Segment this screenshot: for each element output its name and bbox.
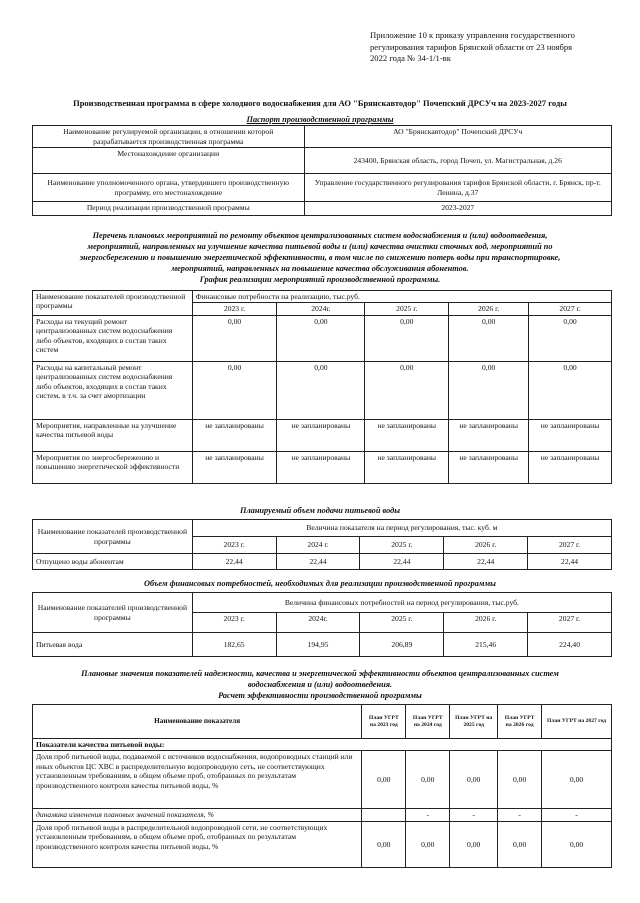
reliability-cell: - <box>450 809 498 821</box>
measures-cell: 0,00 <box>277 315 365 361</box>
measures-cell: не запланированы <box>449 419 529 451</box>
supply-group-label: Величина показателя на период регулирования, тыс. куб. м <box>192 520 611 537</box>
supply-cell: 22,44 <box>192 554 276 570</box>
measures-cell: не запланированы <box>365 451 449 483</box>
supply-year: 2027 г. <box>528 537 612 554</box>
measures-row-label: Расходы на капитальный ремонт централизованных систем водоснабжения либо объектов, входящих в состав таких систем, в т.ч. за счет амортизации <box>33 361 193 419</box>
appendix-note <box>370 30 620 65</box>
supply-year: 2025 г. <box>360 537 444 554</box>
finance-cell: 224,40 <box>528 633 612 657</box>
measures-cell: не запланированы <box>192 451 277 483</box>
appendix-line: 2022 года № 34-1/1-вк <box>370 53 451 63</box>
passport-value: АО "Брянскавтодор" Почепский ДРСУч <box>304 126 611 148</box>
reliability-row <box>33 809 612 821</box>
appendix-line: Приложение 10 к приказу управления государственного <box>370 30 575 40</box>
measures-cell: не запланированы <box>277 451 365 483</box>
reliability-cell: 0,00 <box>406 821 450 867</box>
supply-col-label: Наименование показателей производственной программы <box>33 520 193 554</box>
measures-table <box>32 290 612 484</box>
measures-cell: не запланированы <box>192 419 277 451</box>
finance-year: 2026 г. <box>444 613 528 633</box>
measures-year: 2027 г. <box>529 303 612 315</box>
measures-title-line: энергосбережению и повышению энергетической эффективности, в том числе по снижению потерь воды при транспортировке, <box>79 253 561 262</box>
measures-row <box>33 451 612 483</box>
passport-title <box>30 114 610 125</box>
measures-head-row <box>33 291 612 303</box>
reliability-plan-head: План УГРТ на 2025 год <box>450 705 498 739</box>
measures-cell: 0,00 <box>192 315 277 361</box>
reliability-row <box>33 821 612 867</box>
supply-row <box>33 554 612 570</box>
finance-group-label: Величина финансовых потребностей на период регулирования, тыс.руб. <box>192 593 611 613</box>
reliability-title-line: Плановые значения показателей надежности, качества и энергетической эффективности объектов централизованных систем <box>81 669 559 678</box>
passport-row <box>33 202 612 216</box>
measures-cell: не запланированы <box>277 419 365 451</box>
supply-year: 2024 г. <box>276 537 360 554</box>
measures-cell: не запланированы <box>529 451 612 483</box>
passport-row <box>33 174 612 202</box>
passport-title-text: Паспорт производственной программы <box>246 115 394 124</box>
reliability-cell: - <box>406 809 450 821</box>
finance-year: 2024г. <box>276 613 360 633</box>
reliability-cell: 0,00 <box>498 821 542 867</box>
reliability-cell: - <box>542 809 612 821</box>
reliability-cell: 0,00 <box>542 821 612 867</box>
measures-cell: 0,00 <box>449 315 529 361</box>
finance-table <box>32 592 612 657</box>
measures-title-line: Перечень плановых мероприятий по ремонту объектов централизованных систем водоснабжения и (или) водоотведения, <box>92 231 548 240</box>
passport-label: Наименование уполномоченного органа, утвердившего производственную программу, его местонахождение <box>33 174 305 202</box>
measures-year: 2025 г. <box>365 303 449 315</box>
measures-row-label: Мероприятия, направленные на улучшение качества питьевой воды <box>33 419 193 451</box>
passport-label: Наименование регулируемой организации, в отношении которой разрабатывается производственная программа <box>33 126 305 148</box>
reliability-plan-head: План УГРТ на 2023 год <box>362 705 406 739</box>
finance-cell: 206,89 <box>360 633 444 657</box>
measures-title-line: мероприятий, направленных на повышение качества обслуживания абонентов. <box>171 264 469 273</box>
measures-title-line: График реализации мероприятий производственной программы. <box>199 275 441 284</box>
reliability-row-label: динамика изменения плановых значений показателя, % <box>33 809 362 821</box>
reliability-head-row <box>33 705 612 739</box>
finance-head-row <box>33 593 612 613</box>
measures-year: 2026 г. <box>449 303 529 315</box>
passport-value: 2023-2027 <box>304 202 611 216</box>
reliability-plan-head: План УГРТ на 2026 год <box>498 705 542 739</box>
measures-row-label: Расходы на текущий ремонт централизованных систем водоснабжения либо объектов, входящих в состав таких систем <box>33 315 193 361</box>
measures-cell: 0,00 <box>277 361 365 419</box>
finance-row <box>33 633 612 657</box>
finance-cell: 215,46 <box>444 633 528 657</box>
finance-cell: 194,95 <box>276 633 360 657</box>
reliability-cell: 0,00 <box>450 751 498 809</box>
reliability-row-label: Доля проб питьевой воды, подаваемой с источников водоснабжения, водопроводных станций или иных объектов ЦС ХВС в распределительную водопроводную сеть, не соответствующих установленным требованиям, в общем объеме проб, отобранных по результатам производственного контроля качества питьевой воды, % <box>33 751 362 809</box>
finance-cell: 182,65 <box>192 633 276 657</box>
reliability-cell: 0,00 <box>362 821 406 867</box>
measures-row-label: Мероприятия по энергосбережению и повышению энергетической эффективности <box>33 451 193 483</box>
document-title: Производственная программа в сфере холодного водоснабжения для АО "Брянскавтодор" Почепский ДРСУч на 2023-2027 годы <box>73 98 567 108</box>
measures-cell: 0,00 <box>449 361 529 419</box>
supply-head-row <box>33 520 612 537</box>
reliability-table <box>32 704 612 868</box>
reliability-cell: 0,00 <box>362 751 406 809</box>
measures-cell: 0,00 <box>365 315 449 361</box>
measures-cell: 0,00 <box>365 361 449 419</box>
finance-year: 2027 г. <box>528 613 612 633</box>
reliability-col-label: Наименование показателя <box>33 705 362 739</box>
finance-year: 2023 г. <box>192 613 276 633</box>
reliability-plan-head: План УГРТ на 2027 год <box>542 705 612 739</box>
measures-cell: 0,00 <box>529 361 612 419</box>
supply-year: 2023 г. <box>192 537 276 554</box>
measures-cell: 0,00 <box>529 315 612 361</box>
reliability-title-line: водоснабжения и (или) водоотведения. <box>247 680 393 689</box>
measures-title <box>30 230 610 285</box>
measures-year: 2023 г. <box>192 303 277 315</box>
measures-row <box>33 361 612 419</box>
reliability-row-label: Доля проб питьевой воды в распределительной водопроводной сети, не соответствующих установленным требованиям, в общем объеме проб, отобранных по результатам производственного контроля качества питьевой воды, % <box>33 821 362 867</box>
supply-row-label: Отпущено воды абонентам <box>33 554 193 570</box>
measures-year: 2024г. <box>277 303 365 315</box>
supply-title: Планируемый объем подачи питьевой воды <box>239 506 401 515</box>
finance-row-label: Питьевая вода <box>33 633 193 657</box>
finance-col-label: Наименование показателей производственной программы <box>33 593 193 633</box>
reliability-cell: 0,00 <box>406 751 450 809</box>
supply-cell: 22,44 <box>276 554 360 570</box>
supply-year: 2026 г. <box>444 537 528 554</box>
finance-title: Объем финансовых потребностей, необходимых для реализации производственной программы <box>144 579 496 588</box>
reliability-title <box>30 668 610 701</box>
supply-cell: 22,44 <box>444 554 528 570</box>
passport-label: Местонахождение организации <box>33 148 305 174</box>
measures-group-label: Финансовые потребности на реализацию, тыс.руб. <box>192 291 611 303</box>
reliability-cell <box>362 809 406 821</box>
measures-row <box>33 315 612 361</box>
reliability-section-row <box>33 739 612 751</box>
reliability-title-line: Расчет эффективности производственной программы <box>218 691 422 700</box>
reliability-plan-head: План УГРТ на 2024 год <box>406 705 450 739</box>
measures-cell: не запланированы <box>449 451 529 483</box>
passport-value: 243400, Брянская область, город Почеп, ул. Магистральная, д.26 <box>304 148 611 174</box>
measures-title-line: мероприятий, направленных на улучшение качества питьевой воды и (или) качества очистки сточных вод, мероприятий по <box>87 242 553 251</box>
finance-year: 2025 г. <box>360 613 444 633</box>
passport-row <box>33 126 612 148</box>
measures-cell: не запланированы <box>365 419 449 451</box>
supply-cell: 22,44 <box>528 554 612 570</box>
reliability-cell: 0,00 <box>498 751 542 809</box>
reliability-cell: 0,00 <box>542 751 612 809</box>
measures-col-label: Наименование показателей производственной программы <box>33 291 193 316</box>
reliability-cell: 0,00 <box>450 821 498 867</box>
reliability-row <box>33 751 612 809</box>
measures-cell: не запланированы <box>529 419 612 451</box>
supply-table <box>32 519 612 570</box>
measures-row <box>33 419 612 451</box>
measures-cell: 0,00 <box>192 361 277 419</box>
passport-row <box>33 148 612 174</box>
reliability-section-label: Показатели качества питьевой воды: <box>33 739 612 751</box>
supply-cell: 22,44 <box>360 554 444 570</box>
passport-table <box>32 125 612 216</box>
passport-label: Период реализации производственной программы <box>33 202 305 216</box>
appendix-line: регулирования тарифов Брянской области от 23 ноября <box>370 41 573 52</box>
passport-value: Управление государственного регулирования тарифов Брянской области, г. Брянск, пр-т. Ленина, д.37 <box>304 174 611 202</box>
reliability-cell: - <box>498 809 542 821</box>
